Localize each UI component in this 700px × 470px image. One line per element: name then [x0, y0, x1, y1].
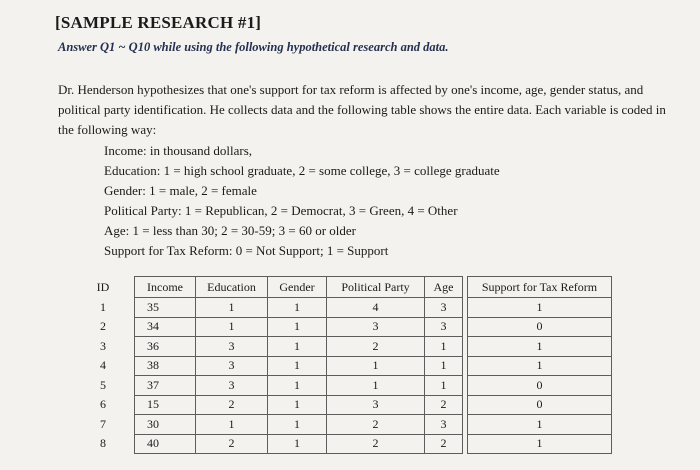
variable-coding-list [104, 141, 500, 261]
cell-age: 3 [425, 415, 463, 435]
cell-age: 1 [425, 337, 463, 357]
header-id: ID [96, 279, 110, 294]
cell-education: 2 [196, 395, 268, 415]
cell-id: 1 [100, 299, 106, 314]
cell-gender: 1 [268, 395, 327, 415]
coding-gender: Gender: 1 = male, 2 = female [104, 183, 257, 198]
cell-gender: 1 [268, 356, 327, 376]
cell-id: 3 [100, 338, 106, 353]
instruction-line: Answer Q1 ~ Q10 while using the following hypothetical research and data. [58, 40, 449, 54]
header-age: Age [425, 277, 463, 298]
sample-title: [SAMPLE RESEARCH #1] [55, 13, 262, 32]
cell-education: 1 [196, 415, 268, 435]
coding-income: Income: in thousand dollars, [104, 143, 253, 158]
table-row [86, 298, 612, 318]
cell-political-party: 2 [327, 415, 425, 435]
table-row [86, 415, 612, 435]
coding-age: Age: 1 = less than 30; 2 = 30-59; 3 = 60 or older [104, 223, 356, 238]
header-gender: Gender [268, 277, 327, 298]
cell-education: 1 [196, 317, 268, 337]
cell-id: 8 [100, 436, 106, 451]
cell-gender: 1 [268, 298, 327, 318]
table-row [86, 337, 612, 357]
cell-income: 38 [135, 356, 196, 376]
cell-support-tax-reform: 0 [468, 395, 612, 415]
cell-id: 4 [100, 358, 106, 373]
cell-education: 2 [196, 434, 268, 454]
cell-education: 3 [196, 337, 268, 357]
cell-income: 30 [135, 415, 196, 435]
cell-age: 3 [425, 298, 463, 318]
cell-income: 35 [135, 298, 196, 318]
cell-income: 15 [135, 395, 196, 415]
cell-gender: 1 [268, 415, 327, 435]
cell-political-party: 3 [327, 317, 425, 337]
cell-support-tax-reform: 1 [468, 337, 612, 357]
cell-support-tax-reform: 0 [468, 317, 612, 337]
intro-paragraph: Dr. Henderson hypothesizes that one's support for tax reform is affected by one's income, age, gender status, and political party identification. He collects data and the following table shows the entire data. Each variable is coded in the following way: [58, 82, 666, 137]
table-row [86, 434, 612, 454]
cell-income: 36 [135, 337, 196, 357]
cell-political-party: 4 [327, 298, 425, 318]
cell-age: 3 [425, 317, 463, 337]
cell-age: 2 [425, 434, 463, 454]
cell-support-tax-reform: 1 [468, 356, 612, 376]
coding-education: Education: 1 = high school graduate, 2 = some college, 3 = college graduate [104, 163, 500, 178]
cell-gender: 1 [268, 317, 327, 337]
cell-support-tax-reform: 1 [468, 434, 612, 454]
header-support-tax-reform: Support for Tax Reform [468, 277, 612, 298]
cell-income: 40 [135, 434, 196, 454]
table-row [86, 376, 612, 396]
cell-political-party: 2 [327, 337, 425, 357]
cell-age: 1 [425, 376, 463, 396]
table-row [86, 317, 612, 337]
cell-support-tax-reform: 1 [468, 415, 612, 435]
table-row [86, 395, 612, 415]
coding-support: Support for Tax Reform: 0 = Not Support; 1 = Support [104, 243, 389, 258]
cell-income: 34 [135, 317, 196, 337]
cell-gender: 1 [268, 434, 327, 454]
cell-id: 5 [100, 377, 106, 392]
cell-id: 6 [100, 397, 106, 412]
cell-age: 2 [425, 395, 463, 415]
table-header-row [86, 277, 612, 298]
cell-gender: 1 [268, 376, 327, 396]
cell-gender: 1 [268, 337, 327, 357]
cell-education: 3 [196, 376, 268, 396]
data-table [86, 276, 612, 454]
cell-education: 1 [196, 298, 268, 318]
cell-political-party: 2 [327, 434, 425, 454]
cell-income: 37 [135, 376, 196, 396]
table-row [86, 356, 612, 376]
coding-political-party: Political Party: 1 = Republican, 2 = Democrat, 3 = Green, 4 = Other [104, 203, 458, 218]
cell-political-party: 3 [327, 395, 425, 415]
cell-age: 1 [425, 356, 463, 376]
header-income: Income [135, 277, 196, 298]
cell-support-tax-reform: 1 [468, 298, 612, 318]
cell-id: 2 [100, 319, 106, 334]
header-political-party: Political Party [327, 277, 425, 298]
cell-education: 3 [196, 356, 268, 376]
header-education: Education [196, 277, 268, 298]
cell-id: 7 [100, 416, 106, 431]
cell-political-party: 1 [327, 356, 425, 376]
cell-political-party: 1 [327, 376, 425, 396]
cell-support-tax-reform: 0 [468, 376, 612, 396]
